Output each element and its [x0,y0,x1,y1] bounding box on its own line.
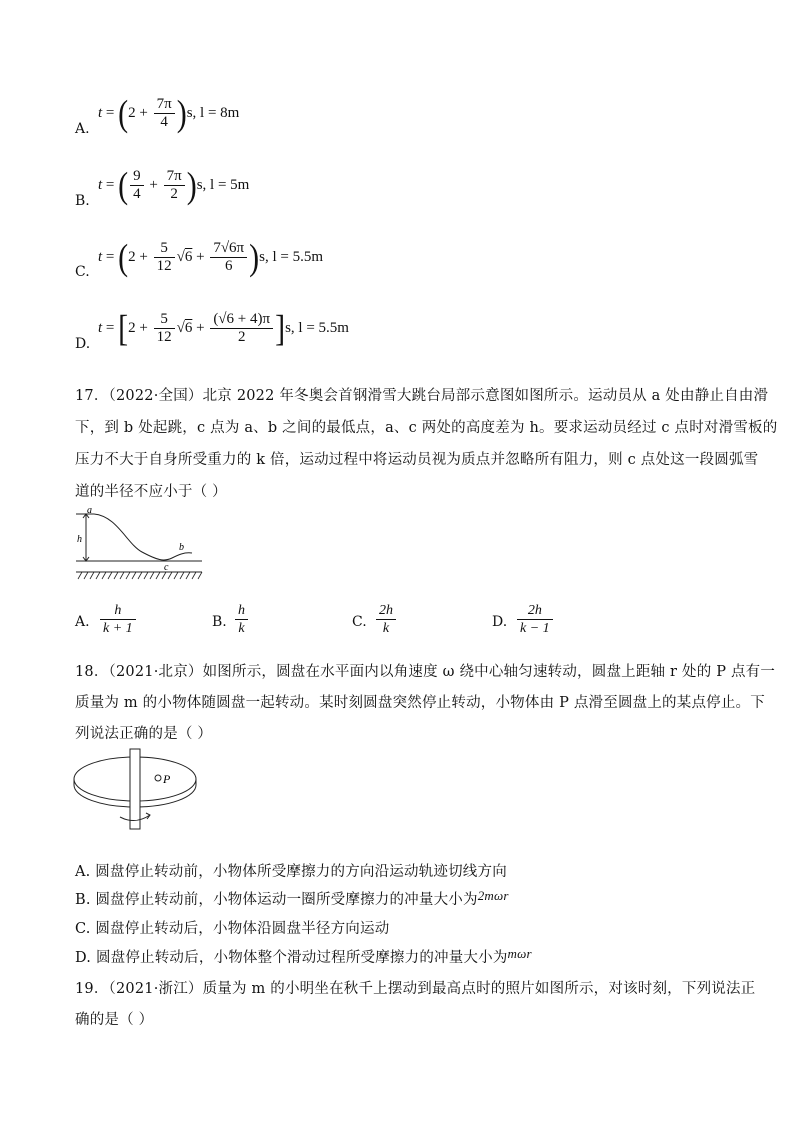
label-b: b [179,542,184,553]
option-formula: t = [2 + $\frac{5}{12}$ √6 + $\frac{(√6 + 4)\pi}{2}$ ]s, l = 5.5m [98,307,349,349]
rotating-disk-figure [70,745,200,833]
q18-option-a: A. 圆盘停止转动前，小物体所受摩擦力的方向沿运动轨迹切线方向 [75,864,507,880]
option-label: D. [75,336,91,352]
q19-line-2: 确的是（ ） [75,1012,154,1028]
option-label: A. [75,121,90,137]
q17-line-3: 压力不大于自身所受重力的 k 倍，运动过程中将运动员视为质点并忽略所有阻力，则 c 点处这一段圆弧雪 [75,452,759,468]
q17-line-2: 下，到 b 处起跳，c 点为 a、b 之间的最低点，a、c 两处的高度差为 h。要求运动员经过 c 点时对滑雪板的 [75,420,778,436]
option-label: B. [75,193,90,209]
q18-line-2: 质量为 m 的小物体随圆盘一起转动。某时刻圆盘突然停止转动，小物体由 P 点滑至圆盘上的某点停止。下 [75,695,765,711]
label-h: h [77,534,82,545]
q18-option-d: D. 圆盘停止转动后，小物体整个滑动过程所受摩擦力的冲量大小为mωr [75,946,532,966]
option-formula: t = (2 + $\frac{5}{12}$ √6 + $\frac{7√6\pi}{6}$ )s, l = 5.5m [98,236,324,278]
label-P: P [163,772,171,786]
q19-line-1: 19．（2021·浙江）质量为 m 的小明坐在秋千上摆动到最高点时的照片如图所示，对该时刻，下列说法正 [75,981,756,997]
option-formula: t = ( $\frac{9}{4}$ + $\frac{7\pi}{2}$ )s, l = 5m [98,164,250,206]
option-label: A. [75,614,90,630]
q17-line-1: 17．（2022·全国）北京 2022 年冬奥会首钢滑雪大跳台局部示意图如图所示。运动员从 a 处由静止自由滑 [75,388,769,404]
option-label: D. [492,614,508,630]
option-label: C. [75,264,90,280]
label-a: a [87,505,92,516]
option-formula: t = (2 + $\frac{7\pi}{4}$ )s, l = 8m [98,92,240,134]
q18-option-c: C. 圆盘停止转动后，小物体沿圆盘半径方向运动 [75,921,390,937]
ski-jump-figure [72,504,207,582]
option-label: C. [352,614,367,630]
q18-option-b: B. 圆盘停止转动前，小物体运动一圈所受摩擦力的冲量大小为2mωr [75,888,509,908]
option-label: B. [212,614,227,630]
q18-line-1: 18．（2021·北京）如图所示，圆盘在水平面内以角速度 ω 绕中心轴匀速转动，圆盘上距轴 r 处的 P 点有一 [75,664,776,680]
q17-line-4: 道的半径不应小于（ ） [75,484,227,500]
label-c: c [164,562,169,573]
q18-line-3: 列说法正确的是（ ） [75,726,213,742]
